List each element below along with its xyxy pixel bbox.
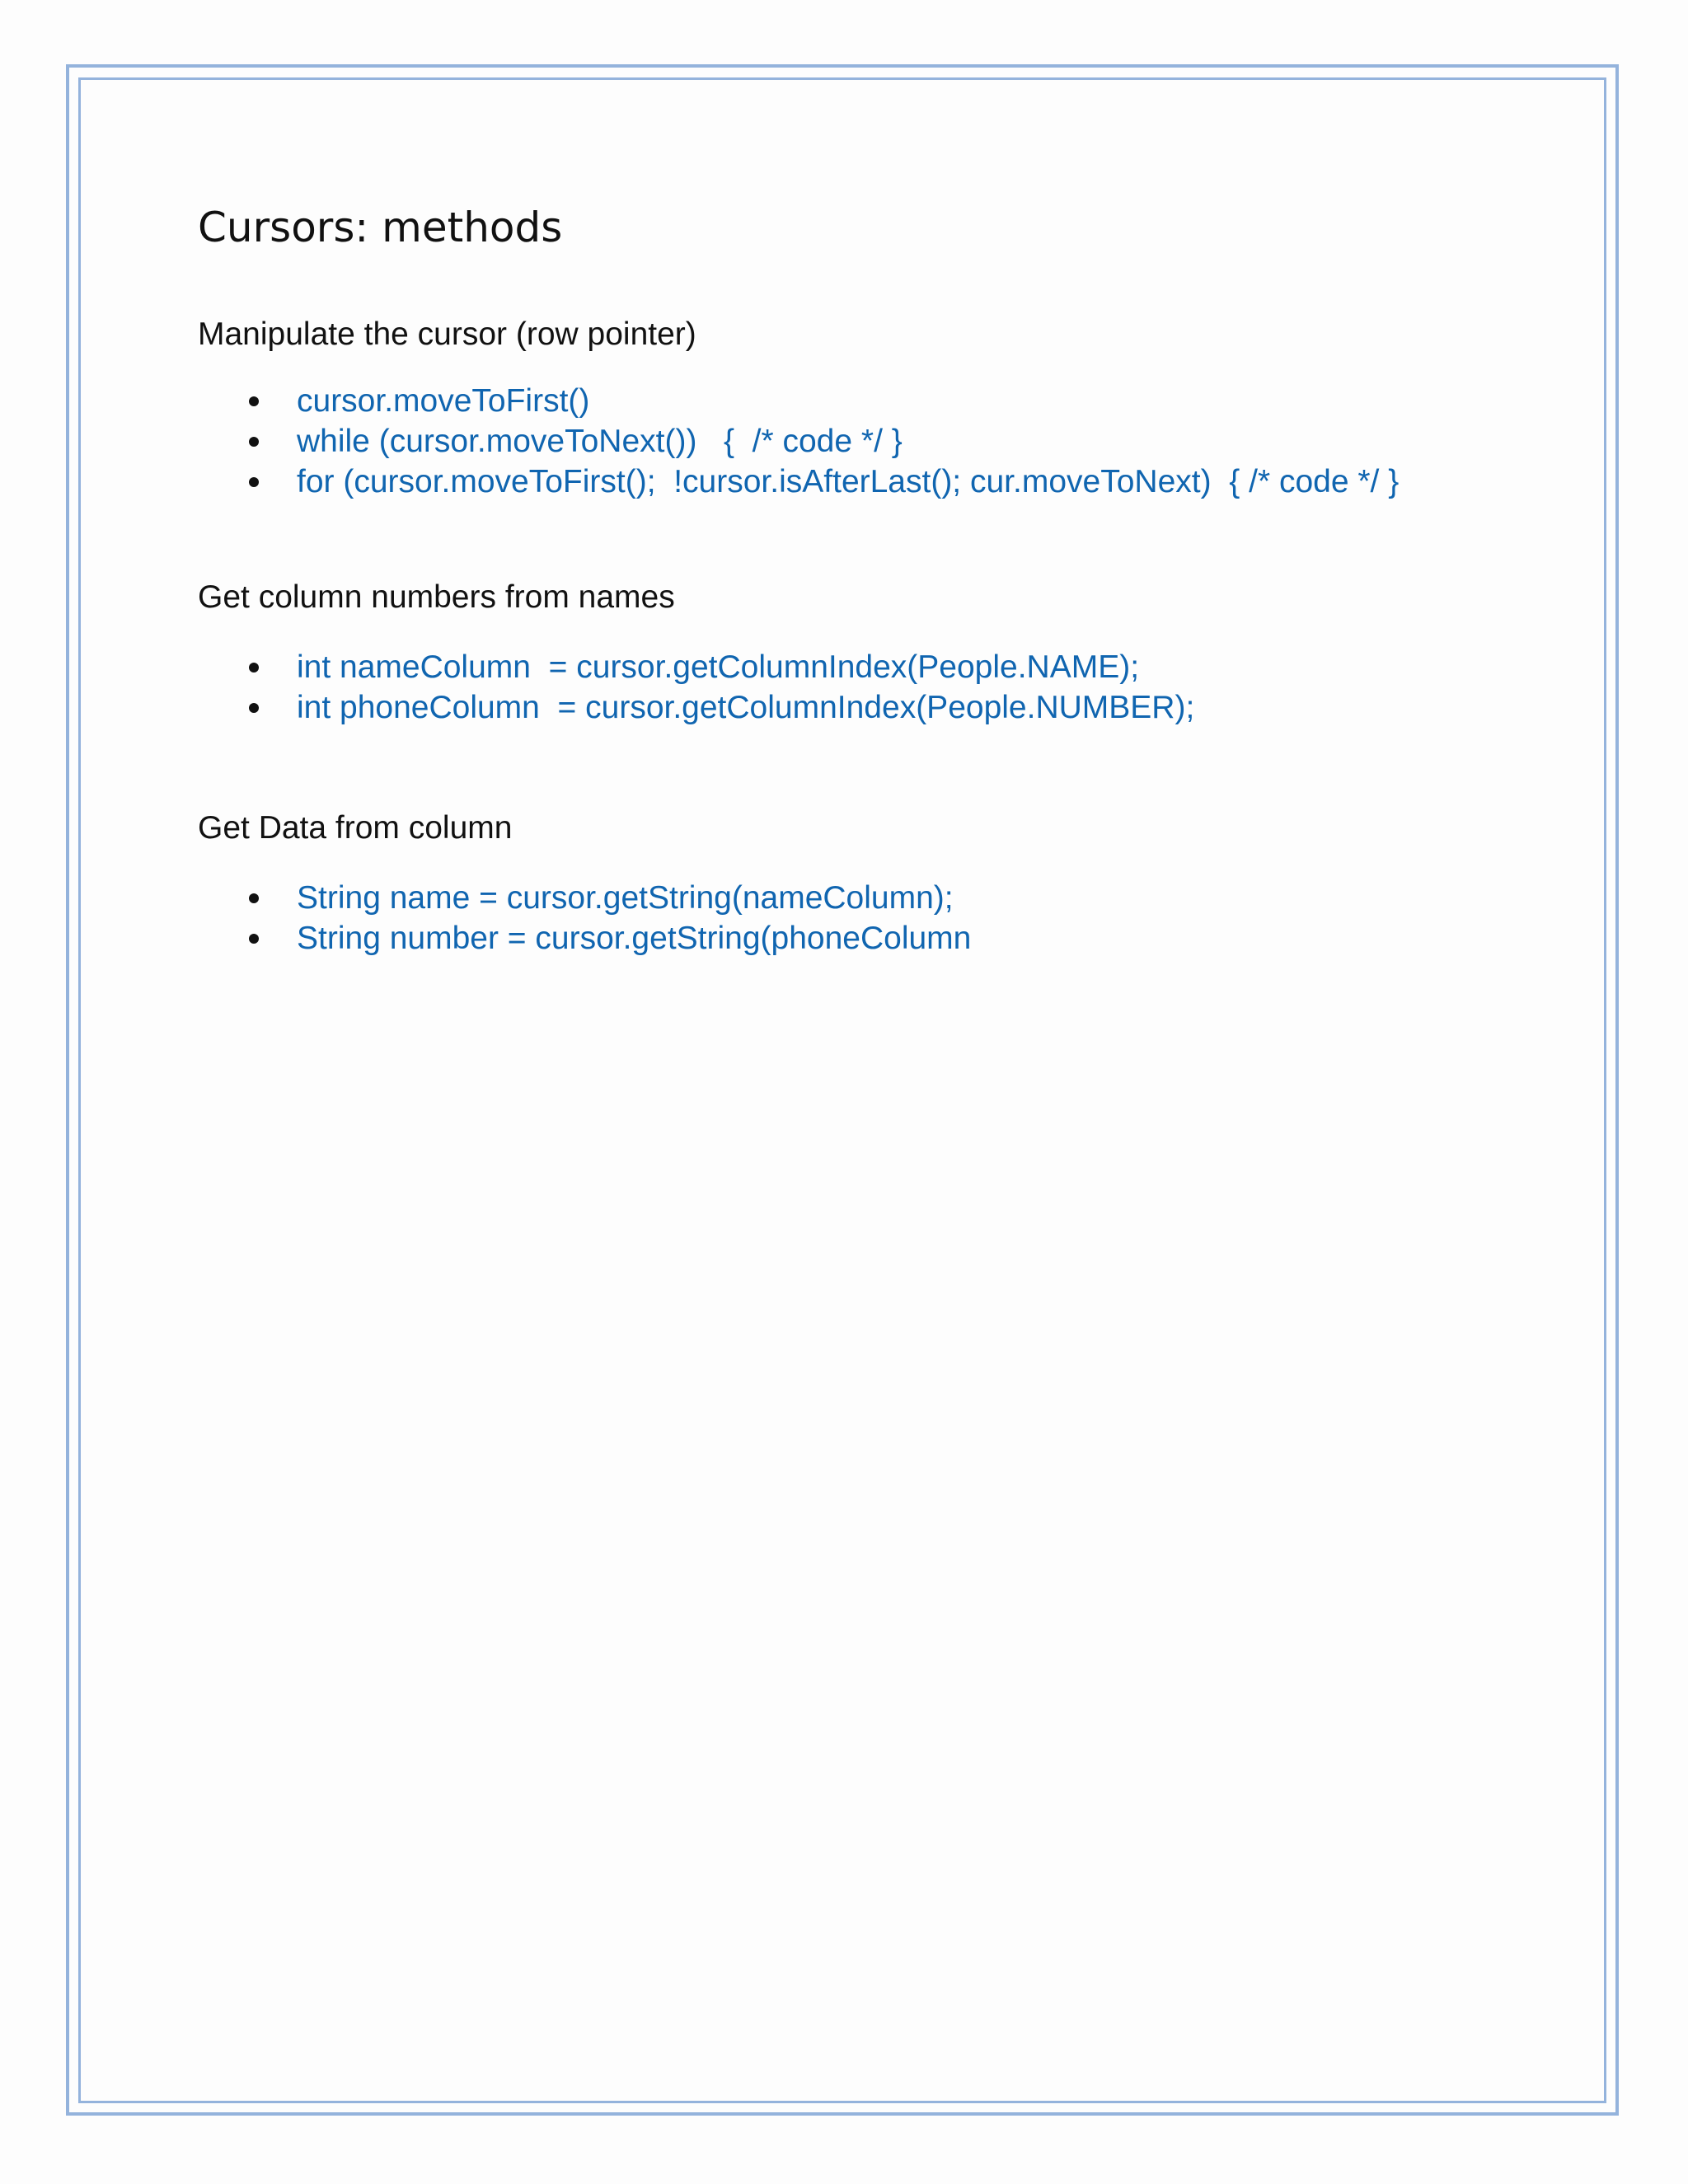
list-item [198, 381, 1550, 421]
list-item [198, 647, 1550, 687]
code-line: int phoneColumn = cursor.getColumnIndex(People.NUMBER); [297, 690, 1195, 725]
code-line: for (cursor.moveToFirst(); !cursor.isAfterLast(); cur.moveToNext) { /* code */ } [297, 464, 1400, 499]
list-item [198, 687, 1550, 728]
bullet-icon [249, 396, 259, 406]
code-line: String number = cursor.getString(phoneColumn [297, 921, 972, 956]
list-item [198, 918, 1550, 958]
section-heading-data: Get Data from column [198, 810, 513, 846]
bullet-icon [249, 663, 259, 673]
code-line: cursor.moveToFirst() [297, 383, 590, 419]
bullet-icon [249, 703, 259, 713]
bullet-icon [249, 934, 259, 944]
bullet-list-data [198, 878, 1550, 958]
code-line: int nameColumn = cursor.getColumnIndex(People.NAME); [297, 649, 1140, 685]
code-line: while (cursor.moveToNext()) { /* code */ } [297, 424, 903, 459]
page-content [198, 194, 1550, 958]
list-item [198, 878, 1550, 918]
page-title: Cursors: methods [198, 204, 563, 251]
bullet-icon [249, 893, 259, 903]
list-item [198, 421, 1550, 462]
bullet-list-cursor [198, 381, 1550, 502]
list-item [198, 462, 1550, 502]
section-heading-cursor: Manipulate the cursor (row pointer) [198, 316, 696, 352]
bullet-icon [249, 477, 259, 487]
bullet-list-columns [198, 647, 1550, 728]
section-heading-columns: Get column numbers from names [198, 579, 675, 615]
code-line: String name = cursor.getString(nameColumn); [297, 880, 954, 916]
bullet-icon [249, 437, 259, 447]
